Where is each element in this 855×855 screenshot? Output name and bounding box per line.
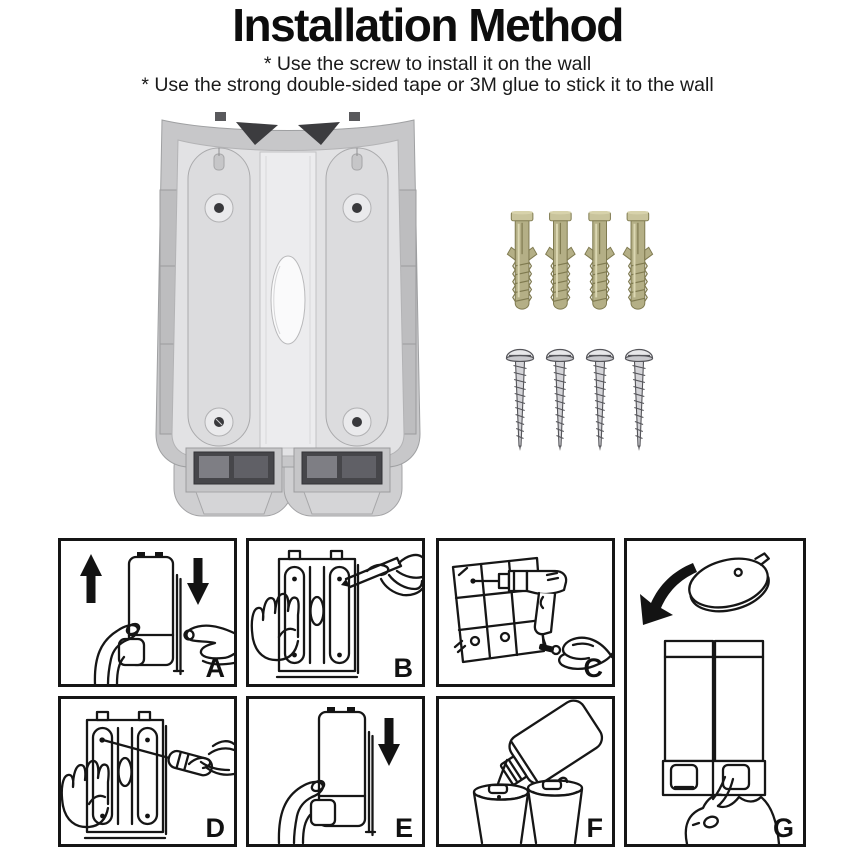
step-letter-c: C [583,653,603,683]
down-arrow-icon [378,718,400,766]
step-letter-g: G [772,813,794,843]
step-panel-d [58,696,237,847]
step-letter-d: D [205,813,225,843]
step-panel-a [58,538,237,687]
step-letter-f: F [586,813,603,843]
page-title: Installation Method [232,0,623,51]
instruction-line-tape: * Use the strong double-sided tape or 3M glue to stick it to the wall [141,74,714,96]
instruction-line-screw: * Use the screw to install it on the wall [263,53,592,75]
step-panel-g [624,538,806,847]
step-panel-f [436,696,615,847]
dispenser-back-view-photo [152,104,424,518]
up-arrow-icon [80,554,102,603]
step-letter-e: E [394,813,413,843]
mounting-screws-set [505,348,655,456]
step-letter-a: A [205,653,225,683]
press-button-dispense-icon [627,541,803,844]
step-letter-b: B [393,653,413,683]
down-arrow-icon [187,558,209,605]
step-panel-e [246,696,425,847]
step-panel-b [246,538,425,687]
step-panel-c [436,538,615,687]
wall-anchors-set [505,211,655,317]
curved-arrow-icon [640,563,697,625]
